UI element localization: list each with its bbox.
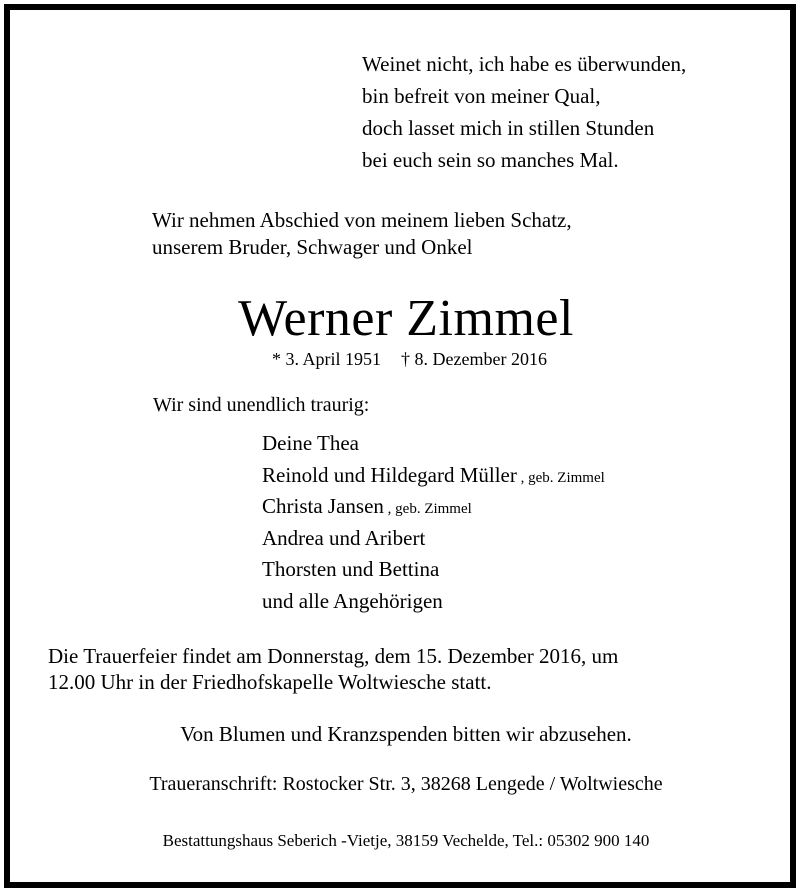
life-dates bbox=[272, 350, 547, 368]
poem-line: bei euch sein so manches Mal. bbox=[362, 148, 619, 172]
mourning-address: Traueranschrift: Rostocker Str. 3, 38268 Lengede / Woltwiesche bbox=[149, 773, 663, 795]
birth-date: * 3. April 1951 bbox=[272, 349, 382, 369]
mourner-name: Andrea und Aribert bbox=[262, 525, 426, 550]
death-date: † 8. Dezember 2016 bbox=[401, 349, 547, 369]
mourner-row bbox=[262, 496, 605, 528]
mourner-row bbox=[262, 588, 605, 623]
mourner-name: Reinold und Hildegard Müller bbox=[262, 462, 517, 487]
mourner-row bbox=[262, 525, 605, 560]
mourner-suffix: , geb. Zimmel bbox=[383, 501, 472, 517]
service-line: 12.00 Uhr in der Friedhofskapelle Woltwiesche statt. bbox=[48, 670, 492, 694]
mourner-suffix: , geb. Zimmel bbox=[516, 469, 605, 486]
mourner-row bbox=[262, 433, 605, 465]
obituary-frame bbox=[4, 4, 796, 888]
mourner-row bbox=[262, 462, 605, 497]
flowers-note: Von Blumen und Kranzspenden bitten wir abzusehen. bbox=[180, 722, 632, 746]
poem bbox=[362, 54, 686, 182]
poem-line: bin befreit von meiner Qual, bbox=[362, 84, 601, 108]
mourner-name: Thorsten und Bettina bbox=[262, 557, 440, 581]
farewell-intro bbox=[152, 210, 572, 264]
service-info bbox=[48, 646, 618, 698]
intro-line: unserem Bruder, Schwager und Onkel bbox=[152, 235, 473, 259]
service-line: Die Trauerfeier findet am Donnerstag, dem 15. Dezember 2016, um bbox=[48, 644, 619, 668]
mourners-list bbox=[262, 433, 605, 622]
poem-line: doch lasset mich in stillen Stunden bbox=[362, 116, 655, 140]
funeral-home: Bestattungshaus Seberich -Vietje, 38159 Vechelde, Tel.: 05302 900 140 bbox=[162, 831, 650, 850]
mourner-name: und alle Angehörigen bbox=[262, 588, 443, 613]
intro-line: Wir nehmen Abschied von meinem lieben Schatz, bbox=[152, 208, 572, 232]
mourner-name: Deine Thea bbox=[262, 431, 359, 455]
mourner-name: Christa Jansen bbox=[262, 494, 384, 518]
mourner-row bbox=[262, 559, 605, 591]
deceased-name: Werner Zimmel bbox=[238, 290, 574, 347]
grief-statement: Wir sind unendlich traurig: bbox=[153, 394, 370, 416]
poem-line: Weinet nicht, ich habe es überwunden, bbox=[362, 52, 687, 76]
